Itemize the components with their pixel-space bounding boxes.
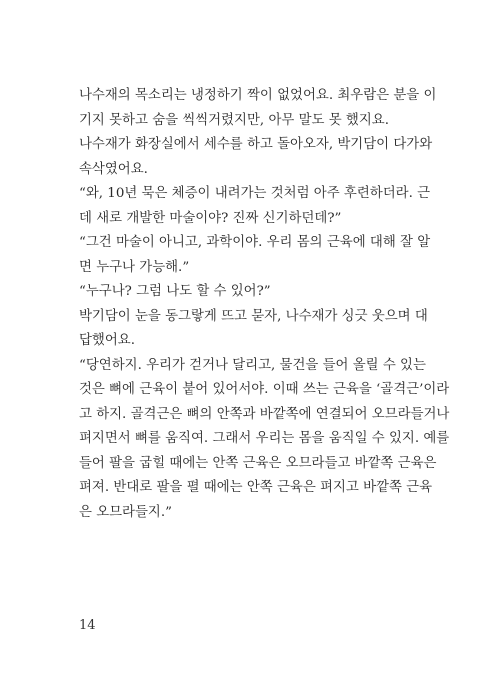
- text-line: 은 오므라들지.”: [79, 504, 172, 520]
- text-line: 면 누구나 가능해.”: [79, 259, 190, 275]
- text-line: 나수재가 화장실에서 세수를 하고 돌아오자, 박기담이 다가와: [79, 137, 433, 152]
- text-line: “당연하지. 우리가 걷거나 달리고, 물건을 들어 올릴 수 있는: [79, 357, 426, 373]
- text-line: 박기담이 눈을 동그랗게 뜨고 묻자, 나수재가 싱긋 웃으며 대: [79, 308, 428, 324]
- text-line: 펴져. 반대로 팔을 펼 때에는 안쪽 근육은 펴지고 바깥쪽 근육: [79, 480, 433, 495]
- text-line: “누구나? 그럼 나도 할 수 있어?”: [79, 284, 271, 299]
- text-line: 속삭였어요.: [79, 161, 148, 177]
- text-line: 데 새로 개발한 마술이야? 진짜 신기하던데?”: [79, 210, 342, 226]
- text-line: 기지 못하고 숨을 씩씩거렸지만, 아무 말도 못 했지요.: [79, 112, 389, 128]
- text-line: “와, 10년 묵은 체증이 내려가는 것처럼 아주 후련하더라. 근: [79, 186, 431, 201]
- text-line: 펴지면서 뼈를 움직여. 그래서 우리는 몸을 움직일 수 있지. 예를: [79, 431, 450, 446]
- text-line: 답했어요.: [79, 333, 135, 348]
- text-line: 고 하지. 골격근은 뼈의 안쪽과 바깥쪽에 연결되어 오므라들거나: [79, 406, 450, 422]
- text-line: 것은 뼈에 근육이 붙어 있어서야. 이때 쓰는 근육을 ‘골격근’이라: [79, 382, 450, 397]
- text-line: 들어 팔을 굽힐 때에는 안쪽 근육은 오므라들고 바깥쪽 근육은: [79, 455, 437, 471]
- page-number: 14: [79, 618, 96, 633]
- text-line: 나수재의 목소리는 냉정하기 짝이 없었어요. 최우람은 분을 이: [79, 88, 437, 103]
- text-line: “그건 마술이 아니고, 과학이야. 우리 몸의 근육에 대해 잘 알: [79, 235, 431, 250]
- body-text: [79, 84, 450, 525]
